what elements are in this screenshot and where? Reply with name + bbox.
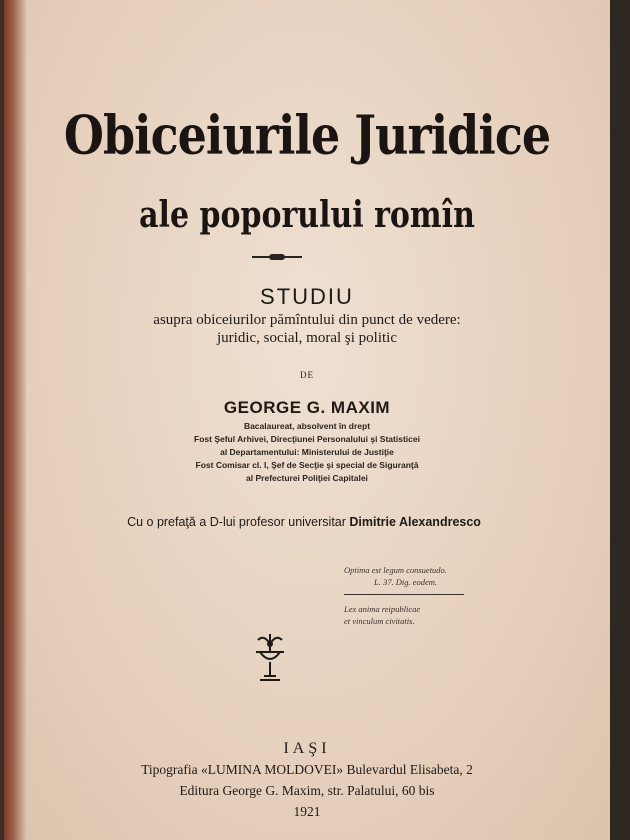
genre-label: STUDIU	[260, 284, 354, 309]
epigraph-line: et vinculum civitatis.	[344, 616, 415, 626]
author-credential: al Prefecturei Poliţiei Capitalei	[246, 473, 368, 483]
book-title: Obiceiurile Juridice	[63, 103, 551, 167]
description-line: asupra obiceiurilor pămîntului din punct de vedere:	[153, 312, 461, 328]
author-credential: Bacalaureat, absolvent în drept	[243, 421, 371, 431]
imprint-publisher: Editura George G. Maxim, str. Palatului, 60 bis	[179, 783, 435, 798]
epigraph-citation: L. 37. Dig. eodem.	[374, 577, 438, 587]
background-table	[610, 0, 630, 840]
epigraph-line: Optima est legum consuetudo.	[344, 565, 447, 575]
preface-note	[24, 515, 584, 529]
author-credential: Fost Comisar cl. I, Şef de Secţie şi special de Siguranţă	[195, 460, 419, 470]
author-credential: al Departamentului: Ministerului de Justiţie	[220, 447, 394, 457]
epigraph-line: Lex anima reipublicae	[344, 604, 421, 614]
by-label: DE	[300, 370, 314, 380]
author-credential: Fost Şeful Arhivei, Direcţiunei Personalului şi Statisticei	[194, 434, 420, 444]
description-line: juridic, social, moral şi politic	[217, 330, 397, 346]
imprint-printer: Tipografia «LUMINA MOLDOVEI» Bulevardul Elisabeta, 2	[141, 762, 473, 777]
ornamental-divider	[252, 256, 302, 258]
imprint-year: 1921	[293, 804, 321, 819]
author-name: GEORGE G. MAXIM	[223, 398, 391, 417]
epigraph-rule	[344, 594, 464, 595]
imprint-place: IAŞI	[283, 740, 331, 757]
preface-lead: Cu o prefaţă a D-lui profesor universitar	[127, 515, 346, 529]
printer-emblem-icon	[250, 630, 290, 690]
title-page	[4, 0, 610, 840]
book-subtitle: ale poporului romîn	[139, 194, 475, 237]
preface-author: Dimitrie Alexandresco	[349, 515, 481, 529]
